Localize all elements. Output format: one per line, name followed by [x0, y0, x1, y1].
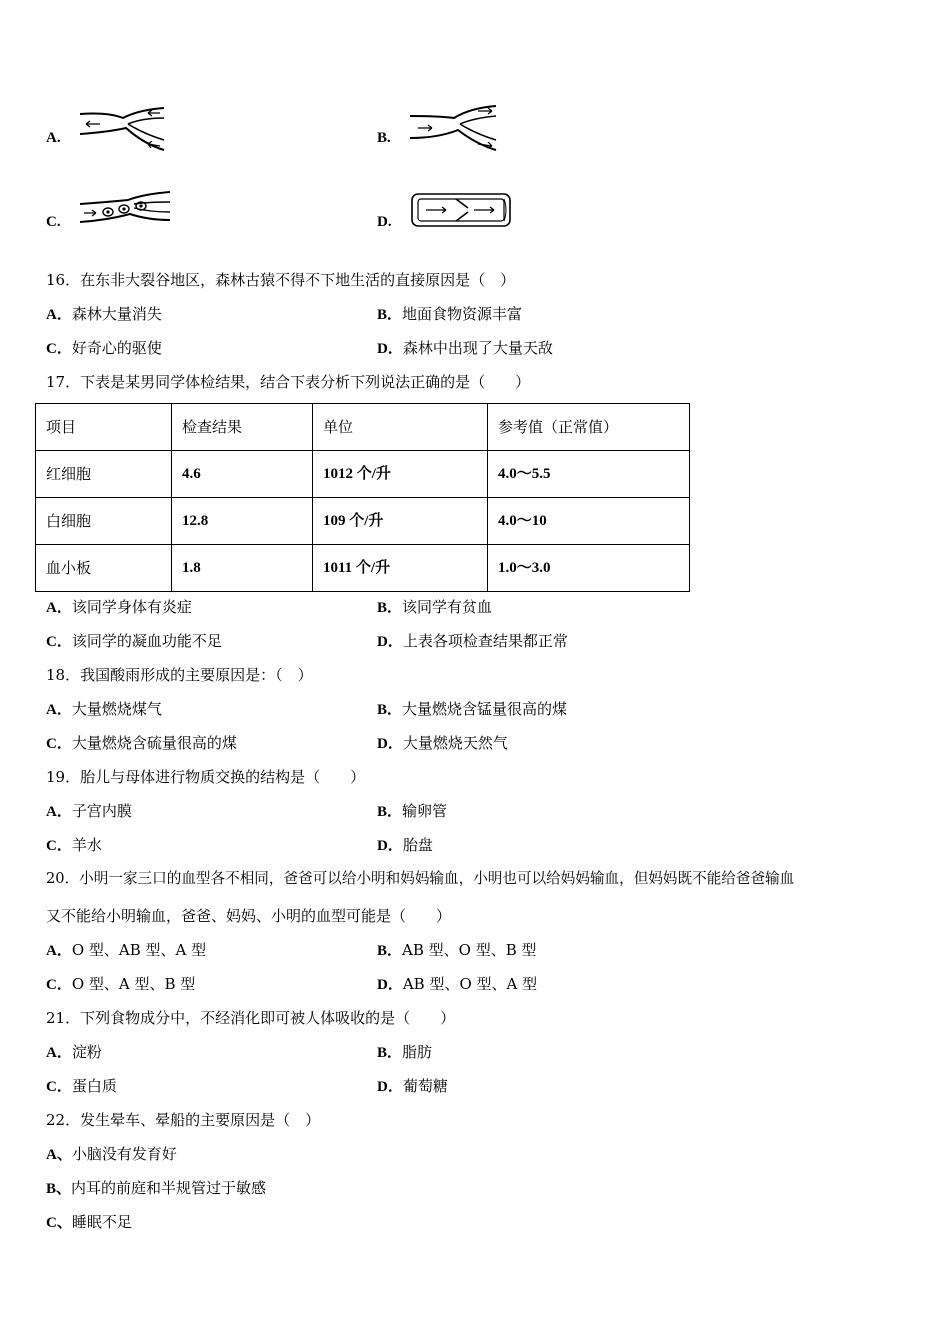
option-text: 内耳的前庭和半规管过于敏感 — [71, 1179, 267, 1197]
option-label: C． — [46, 1079, 72, 1095]
option-label: B． — [377, 943, 403, 959]
option-label: D． — [377, 1079, 403, 1095]
option-label: A． — [46, 943, 72, 959]
q15-option-c-label: C. — [46, 214, 61, 230]
option-text: 睡眠不足 — [71, 1213, 132, 1231]
q21-option-b[interactable] — [377, 1042, 432, 1063]
q16-option-d[interactable] — [377, 338, 553, 359]
table-cell: 12.8 — [172, 498, 313, 545]
table-row — [36, 451, 690, 498]
table-cell: 4.0～10 — [488, 498, 690, 545]
q15-option-a-label: A. — [46, 130, 61, 146]
q20-option-c[interactable] — [46, 974, 195, 995]
q22-stem: 22．发生晕车、晕船的主要原因是（ ） — [46, 1111, 321, 1129]
q22-option-b[interactable] — [46, 1178, 266, 1199]
q20-stem-line1: 20．小明一家三口的血型各不相同，爸爸可以给小明和妈妈输血，小明也可以给妈妈输血，但妈妈既不能给爸爸输血 — [46, 870, 795, 887]
q15-option-d-label: D. — [377, 214, 392, 230]
q16-stem: 16．在东非大裂谷地区，森林古猿不得不下地生活的直接原因是（ ） — [46, 271, 516, 289]
option-text: 大量燃烧含锰量很高的煤 — [402, 700, 568, 718]
q19-option-d[interactable] — [377, 835, 433, 856]
table-cell: 1012 个/升 — [313, 451, 488, 498]
q17-option-c[interactable] — [46, 631, 222, 652]
option-label: B． — [377, 1045, 403, 1061]
capillary-with-cells-icon — [78, 190, 174, 230]
option-label: A． — [46, 600, 72, 616]
vessel-branch-arrows-converging-icon — [78, 104, 168, 156]
table-row — [36, 498, 690, 545]
table-cell: 1.0～3.0 — [488, 545, 690, 592]
option-text: 大量燃烧煤气 — [71, 700, 162, 718]
option-text: AB 型、O 型、A 型 — [402, 975, 538, 993]
option-label: C． — [46, 341, 72, 357]
q20-option-a[interactable] — [46, 940, 206, 961]
q21-option-d[interactable] — [377, 1076, 448, 1097]
option-label: C、 — [46, 1215, 72, 1231]
option-label: A． — [46, 307, 72, 323]
option-text: AB 型、O 型、B 型 — [402, 941, 537, 959]
q18-option-a[interactable] — [46, 699, 162, 720]
option-label: D． — [377, 838, 403, 854]
option-label: C． — [46, 838, 72, 854]
q19-stem: 19．胎儿与母体进行物质交换的结构是（ ） — [46, 768, 366, 786]
table-header-cell: 检查结果 — [172, 404, 313, 451]
table-cell: 血小板 — [36, 545, 172, 592]
q16-option-c[interactable] — [46, 338, 162, 359]
table-header-cell: 单位 — [313, 404, 488, 451]
option-label: A、 — [46, 1147, 72, 1163]
q18-stem: 18．我国酸雨形成的主要原因是：（ ） — [46, 666, 313, 684]
option-text: 该同学有贫血 — [402, 598, 493, 616]
option-label: A． — [46, 804, 72, 820]
option-text: O 型、A 型、B 型 — [71, 975, 196, 993]
option-text: 脂肪 — [402, 1043, 433, 1061]
option-label: D． — [377, 977, 403, 993]
option-label: B． — [377, 702, 403, 718]
option-label: D． — [377, 341, 403, 357]
q17-option-d[interactable] — [377, 631, 568, 652]
option-label: D． — [377, 634, 403, 650]
table-header-cell: 参考值（正常值） — [488, 404, 690, 451]
q17-stem: 17．下表是某男同学体检结果，结合下表分析下列说法正确的是（ ） — [46, 373, 531, 391]
option-text: 该同学的凝血功能不足 — [71, 632, 222, 650]
q19-option-a[interactable] — [46, 801, 132, 822]
option-text: 森林中出现了大量天敌 — [402, 339, 553, 357]
q21-option-a[interactable] — [46, 1042, 102, 1063]
table-cell: 1.8 — [172, 545, 313, 592]
option-label: B． — [377, 307, 403, 323]
option-label: C． — [46, 736, 72, 752]
table-cell: 1011 个/升 — [313, 545, 488, 592]
q19-option-c[interactable] — [46, 835, 102, 856]
q15-option-b-label: B. — [377, 130, 391, 146]
table-cell: 4.6 — [172, 451, 313, 498]
table-header-cell: 项目 — [36, 404, 172, 451]
option-label: A． — [46, 1045, 72, 1061]
q19-option-b[interactable] — [377, 801, 447, 822]
table-header-row — [36, 404, 690, 451]
option-text: 该同学身体有炎症 — [71, 598, 192, 616]
option-text: 森林大量消失 — [71, 305, 162, 323]
option-text: 好奇心的驱使 — [71, 339, 162, 357]
table-cell: 白细胞 — [36, 498, 172, 545]
table-cell: 4.0～5.5 — [488, 451, 690, 498]
vessel-branch-arrows-diverging-icon — [408, 102, 500, 156]
option-text: O 型、AB 型、A 型 — [71, 941, 207, 959]
q16-option-b[interactable] — [377, 304, 522, 325]
option-label: A． — [46, 702, 72, 718]
option-text: 葡萄糖 — [402, 1077, 448, 1095]
option-text: 胎盘 — [402, 836, 433, 854]
q18-option-c[interactable] — [46, 733, 237, 754]
q21-option-c[interactable] — [46, 1076, 117, 1097]
option-text: 大量燃烧含硫量很高的煤 — [71, 734, 237, 752]
vein-with-valve-icon — [408, 190, 514, 230]
option-text: 大量燃烧天然气 — [402, 734, 508, 752]
option-label: D． — [377, 736, 403, 752]
option-text: 小脑没有发育好 — [71, 1145, 177, 1163]
q20-stem-line2: 又不能给小明输血，爸爸、妈妈、小明的血型可能是（ ） — [46, 907, 452, 925]
option-text: 输卵管 — [402, 802, 448, 820]
option-text: 淀粉 — [71, 1043, 102, 1061]
q21-stem: 21．下列食物成分中，不经消化即可被人体吸收的是（ ） — [46, 1009, 456, 1027]
q20-option-d[interactable] — [377, 974, 537, 995]
q20-option-b[interactable] — [377, 940, 537, 961]
q22-option-a[interactable] — [46, 1144, 177, 1165]
option-text: 上表各项检查结果都正常 — [402, 632, 568, 650]
q17-option-b[interactable] — [377, 597, 492, 618]
option-text: 蛋白质 — [71, 1077, 117, 1095]
q17-option-a[interactable] — [46, 597, 192, 618]
q22-option-c[interactable] — [46, 1212, 132, 1233]
option-text: 子宫内膜 — [71, 802, 132, 820]
q16-option-a[interactable] — [46, 304, 162, 325]
table-cell: 红细胞 — [36, 451, 172, 498]
q18-option-d[interactable] — [377, 733, 508, 754]
option-label: C． — [46, 634, 72, 650]
table-cell: 109 个/升 — [313, 498, 488, 545]
option-label: B、 — [46, 1181, 72, 1197]
option-text: 羊水 — [71, 836, 102, 854]
option-label: B． — [377, 600, 403, 616]
blood-test-table — [35, 403, 690, 592]
option-label: C． — [46, 977, 72, 993]
option-text: 地面食物资源丰富 — [402, 305, 523, 323]
table-row — [36, 545, 690, 592]
option-label: B． — [377, 804, 403, 820]
q18-option-b[interactable] — [377, 699, 567, 720]
